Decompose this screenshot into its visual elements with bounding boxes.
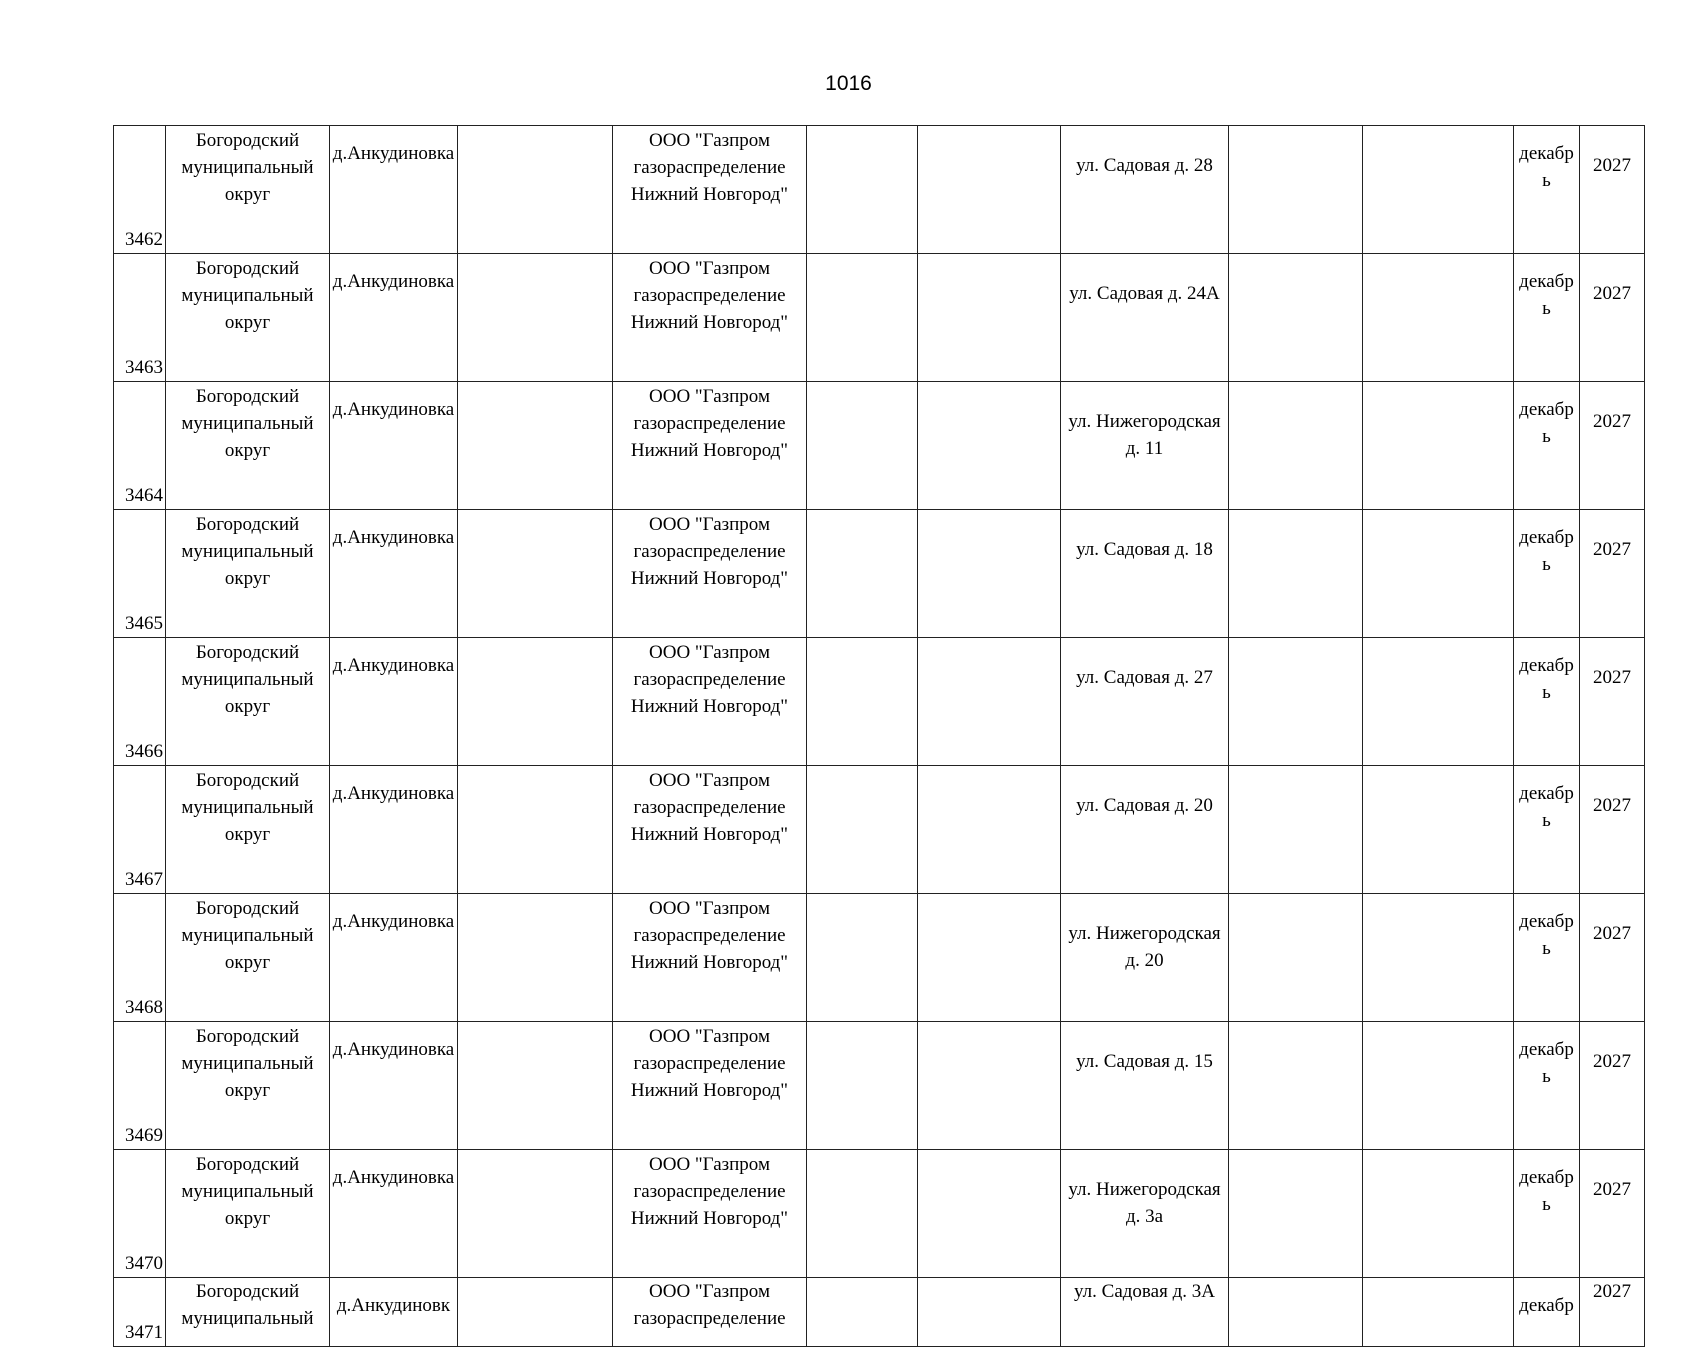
empty-cell [458,638,613,766]
organization-cell [613,1022,807,1150]
year-cell: 2027 [1580,510,1645,638]
empty-cell [1229,254,1363,382]
organization-cell-line: Нижний Новгород" [630,1208,789,1229]
row-number: 3464 [114,382,166,510]
month-cell: декабрь [1514,126,1580,254]
address-cell: ул. Садовая д. 28 [1061,126,1229,254]
year-cell: 2027 [1580,254,1645,382]
organization-cell [613,254,807,382]
organization-cell-line: Нижний Новгород" [630,1080,789,1101]
empty-cell [1229,382,1363,510]
organization-cell-line: Нижний Новгород" [630,568,789,589]
year-cell: 2027 [1580,766,1645,894]
empty-cell [1363,382,1514,510]
row-number: 3468 [114,894,166,1022]
district-cell-line: Богородский [195,1154,300,1175]
empty-cell [1229,1278,1363,1347]
address-cell: ул. Садовая д. 24А [1061,254,1229,382]
row-number: 3467 [114,766,166,894]
address-cell: ул. Садовая д. 20 [1061,766,1229,894]
month-cell: декабрь [1514,1022,1580,1150]
empty-cell [807,382,918,510]
organization-cell-line: Нижний Новгород" [630,184,789,205]
empty-cell [1363,766,1514,894]
empty-cell [1229,1150,1363,1278]
table-row [114,638,1645,766]
empty-cell [807,510,918,638]
organization-cell-line: газораспределение [633,797,786,818]
district-cell [166,382,330,510]
empty-cell [458,382,613,510]
empty-cell [1363,126,1514,254]
district-cell-line: муниципальный [181,157,314,178]
district-cell [166,1150,330,1278]
empty-cell [807,1150,918,1278]
address-cell: ул. Садовая д. 15 [1061,1022,1229,1150]
district-cell-line: округ [224,312,271,333]
month-cell: декабр [1514,1278,1580,1347]
month-cell: декабрь [1514,510,1580,638]
village-cell: д.Анкудиновка [330,638,458,766]
empty-cell [807,254,918,382]
row-number: 3463 [114,254,166,382]
district-cell-line: округ [224,184,271,205]
table-row [114,510,1645,638]
table-row [114,126,1645,254]
district-cell-line: муниципальный [181,669,314,690]
empty-cell [807,638,918,766]
table-row [114,382,1645,510]
empty-cell [458,1278,613,1347]
village-cell: д.Анкудиновка [330,894,458,1022]
row-number: 3469 [114,1022,166,1150]
district-cell-line: Богородский [195,258,300,279]
district-cell-line: округ [224,824,271,845]
village-cell: д.Анкудиновка [330,1150,458,1278]
district-cell-line: округ [224,440,271,461]
empty-cell [1363,638,1514,766]
address-cell: ул. Нижегородская д. 11 [1061,382,1229,510]
row-number: 3462 [114,126,166,254]
village-cell: д.Анкудиновка [330,1022,458,1150]
organization-cell [613,510,807,638]
organization-cell-line: газораспределение [633,541,786,562]
organization-cell-line: газораспределение [633,1181,786,1202]
organization-cell [613,1150,807,1278]
empty-cell [918,254,1061,382]
empty-cell [918,766,1061,894]
district-cell-line: муниципальный [181,797,314,818]
empty-cell [458,510,613,638]
district-cell-line: округ [224,568,271,589]
empty-cell [918,1022,1061,1150]
district-cell [166,510,330,638]
empty-cell [1363,1022,1514,1150]
empty-cell [918,1278,1061,1347]
empty-cell [918,126,1061,254]
empty-cell [1229,894,1363,1022]
month-cell: декабрь [1514,382,1580,510]
organization-cell-line: ООО "Газпром [649,1281,770,1302]
organization-cell-line: Нижний Новгород" [630,696,789,717]
row-number: 3470 [114,1150,166,1278]
organization-cell-line: ООО "Газпром [649,258,770,279]
organization-cell-line: газораспределение [633,285,786,306]
village-cell: д.Анкудиновка [330,382,458,510]
empty-cell [807,126,918,254]
village-cell: д.Анкудиновка [330,254,458,382]
empty-cell [807,1022,918,1150]
table-body [114,126,1645,1347]
year-cell: 2027 [1580,1150,1645,1278]
district-cell-line: Богородский [195,1281,300,1302]
district-cell-line: Богородский [195,770,300,791]
year-cell: 2027 [1580,1278,1645,1347]
empty-cell [1229,1022,1363,1150]
empty-cell [1363,1278,1514,1347]
organization-cell-line: ООО "Газпром [649,898,770,919]
organization-cell [613,382,807,510]
village-cell: д.Анкудиновка [330,510,458,638]
row-number: 3466 [114,638,166,766]
month-cell: декабрь [1514,638,1580,766]
row-number: 3471 [114,1278,166,1347]
organization-cell-line: газораспределение [633,157,786,178]
month-cell: декабрь [1514,894,1580,1022]
district-cell [166,1278,330,1347]
organization-cell [613,894,807,1022]
district-cell-line: Богородский [195,130,300,151]
organization-cell-line: ООО "Газпром [649,130,770,151]
organization-cell [613,126,807,254]
village-cell: д.Анкудиновк [330,1278,458,1347]
year-cell: 2027 [1580,894,1645,1022]
organization-cell-line: ООО "Газпром [649,386,770,407]
address-cell: ул. Садовая д. 3А [1061,1278,1229,1347]
organization-cell-line: газораспределение [633,1053,786,1074]
district-cell-line: Богородский [195,1026,300,1047]
empty-cell [458,1022,613,1150]
empty-cell [807,894,918,1022]
address-cell: ул. Садовая д. 27 [1061,638,1229,766]
empty-cell [1229,766,1363,894]
empty-cell [458,1150,613,1278]
table-row [114,766,1645,894]
organization-cell [613,1278,807,1347]
district-cell-line: округ [224,1080,271,1101]
district-cell-line: муниципальный [181,1053,314,1074]
empty-cell [918,638,1061,766]
empty-cell [1363,894,1514,1022]
table-row [114,1150,1645,1278]
district-cell-line: муниципальный [181,1308,314,1329]
organization-cell-line: газораспределение [633,413,786,434]
table-row [114,1278,1645,1347]
district-cell-line: округ [224,1208,271,1229]
empty-cell [1229,638,1363,766]
empty-cell [918,894,1061,1022]
organization-cell [613,766,807,894]
registry-table [113,125,1645,1347]
address-cell: ул. Нижегородская д. 20 [1061,894,1229,1022]
empty-cell [918,382,1061,510]
year-cell: 2027 [1580,638,1645,766]
organization-cell-line: Нижний Новгород" [630,312,789,333]
village-cell: д.Анкудиновка [330,766,458,894]
empty-cell [1363,1150,1514,1278]
page-number: 1016 [825,72,872,95]
district-cell-line: Богородский [195,386,300,407]
district-cell-line: муниципальный [181,413,314,434]
organization-cell-line: ООО "Газпром [649,514,770,535]
district-cell-line: Богородский [195,642,300,663]
organization-cell [613,638,807,766]
table-row [114,894,1645,1022]
district-cell-line: муниципальный [181,285,314,306]
organization-cell-line: Нижний Новгород" [630,952,789,973]
organization-cell-line: ООО "Газпром [649,1026,770,1047]
organization-cell-line: газораспределение [633,669,786,690]
organization-cell-line: газораспределение [633,925,786,946]
empty-cell [458,766,613,894]
table-row [114,1022,1645,1150]
table-row [114,254,1645,382]
district-cell-line: Богородский [195,898,300,919]
organization-cell-line: ООО "Газпром [649,1154,770,1175]
month-cell: декабрь [1514,1150,1580,1278]
district-cell [166,126,330,254]
month-cell: декабрь [1514,254,1580,382]
district-cell [166,894,330,1022]
district-cell-line: Богородский [195,514,300,535]
district-cell-line: округ [224,952,271,973]
empty-cell [807,766,918,894]
district-cell [166,766,330,894]
organization-cell-line: Нижний Новгород" [630,824,789,845]
empty-cell [1363,254,1514,382]
village-cell: д.Анкудиновка [330,126,458,254]
district-cell [166,638,330,766]
empty-cell [1363,510,1514,638]
empty-cell [1229,510,1363,638]
empty-cell [458,254,613,382]
empty-cell [458,126,613,254]
organization-cell-line: ООО "Газпром [649,770,770,791]
empty-cell [918,510,1061,638]
address-cell: ул. Нижегородская д. 3а [1061,1150,1229,1278]
address-cell: ул. Садовая д. 18 [1061,510,1229,638]
district-cell-line: муниципальный [181,1181,314,1202]
district-cell-line: муниципальный [181,925,314,946]
empty-cell [458,894,613,1022]
empty-cell [918,1150,1061,1278]
empty-cell [1229,126,1363,254]
year-cell: 2027 [1580,1022,1645,1150]
month-cell: декабрь [1514,766,1580,894]
year-cell: 2027 [1580,126,1645,254]
district-cell-line: округ [224,696,271,717]
organization-cell-line: ООО "Газпром [649,642,770,663]
district-cell [166,254,330,382]
district-cell [166,1022,330,1150]
organization-cell-line: газораспределение [633,1308,786,1329]
organization-cell-line: Нижний Новгород" [630,440,789,461]
year-cell: 2027 [1580,382,1645,510]
row-number: 3465 [114,510,166,638]
district-cell-line: муниципальный [181,541,314,562]
empty-cell [807,1278,918,1347]
